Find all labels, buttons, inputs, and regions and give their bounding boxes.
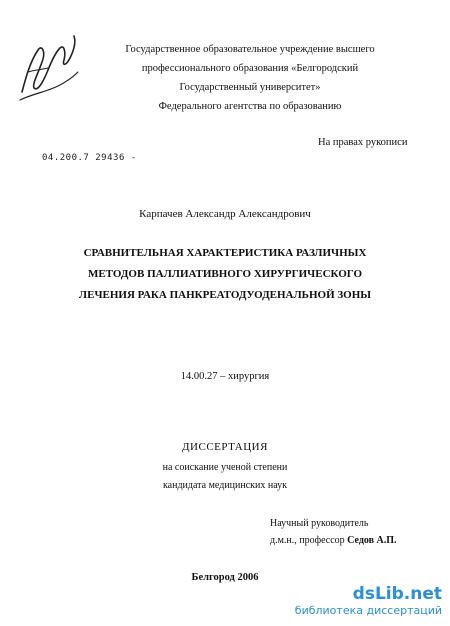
institution-line: Государственное образовательное учреждение высшего [125,44,375,55]
degree-purpose [0,459,450,495]
dslib-logo [295,585,442,604]
institution-line: профессионального образования «Белгородский [141,63,359,74]
handwritten-signature [12,22,84,108]
registration-stamp: 04.200.7 29436 - [42,153,137,163]
watermark-subtitle: библиотека диссертаций [294,604,442,617]
institution-line: Федерального агентства по образованию [158,101,342,112]
logo-main: dsLib [352,584,404,604]
city-year: Белгород 2006 [191,572,259,583]
institution-line: Государственный университет» [179,82,321,93]
dslib-watermark[interactable] [295,585,442,618]
supervisor-role: Научный руководитель [270,518,369,529]
purpose-line: кандидата медицинских наук [162,480,288,491]
dissertation-type: ДИССЕРТАЦИЯ [182,441,268,453]
title-line: ЛЕЧЕНИЯ РАКА ПАНКРЕАТОДУОДЕНАЛЬНОЙ ЗОНЫ [78,289,372,301]
institution-header [100,40,400,116]
author-name: Карпачев Александр Александрович [139,208,311,220]
purpose-line: на соискание ученой степени [162,462,288,473]
supervisor-credentials: д.м.н., профессор [270,535,345,546]
specialty-code: 14.00.27 – хирургия [180,371,270,382]
rights-note: На правах рукописи [318,137,408,148]
title-line: СРАВНИТЕЛЬНАЯ ХАРАКТЕРИСТИКА РАЗЛИЧНЫХ [83,247,367,259]
dissertation-title [40,243,410,306]
supervisor-name: Седов А.П. [347,535,397,546]
logo-tld: .net [403,584,442,604]
title-line: МЕТОДОВ ПАЛЛИАТИВНОГО ХИРУРГИЧЕСКОГО [87,268,363,280]
supervisor-details [270,532,397,549]
supervisor-block [270,515,397,549]
